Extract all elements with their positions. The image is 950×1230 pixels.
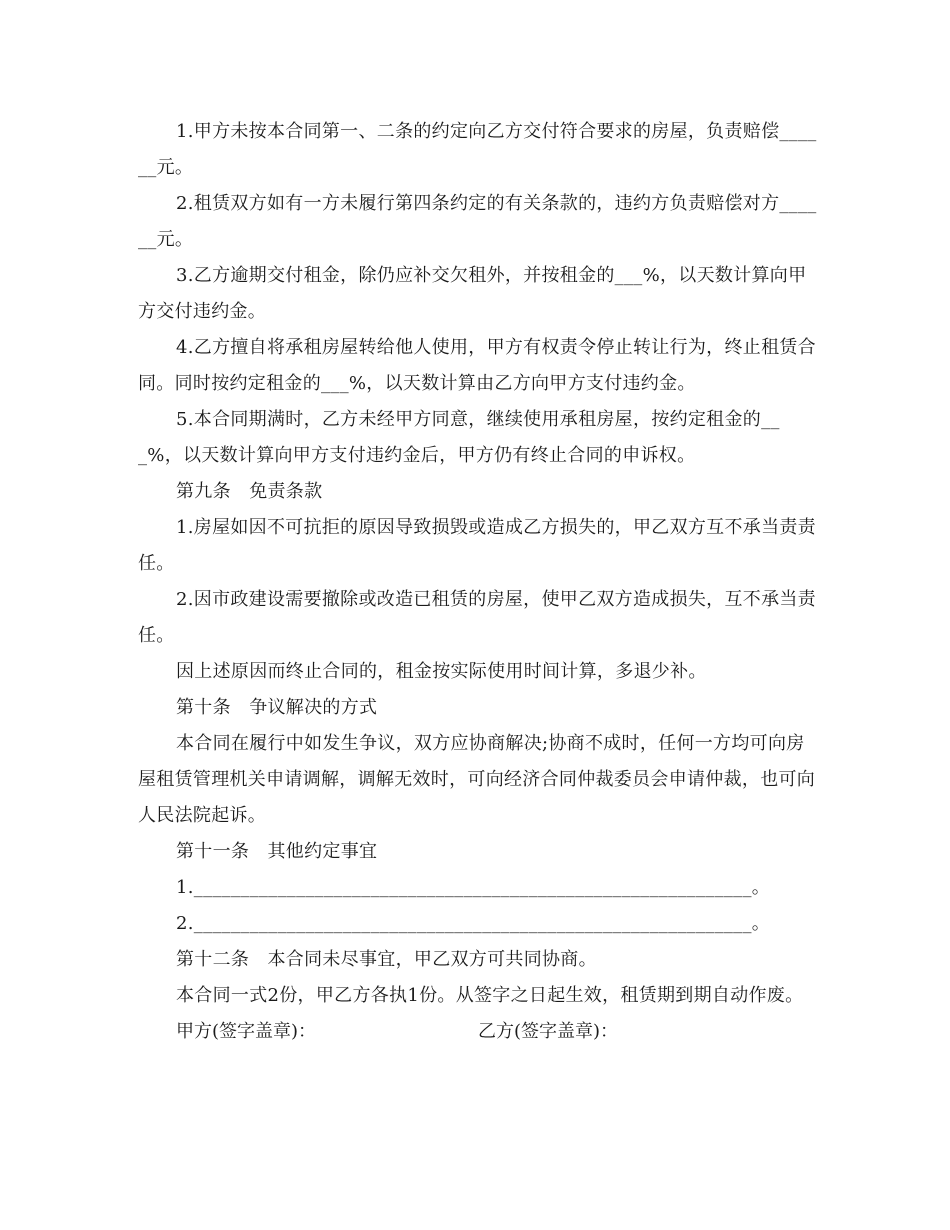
clause-8-item-3: 3.乙方逾期交付租金，除仍应补交欠租外，并按租金的___%，以天数计算向甲方交付违约金。 bbox=[138, 265, 807, 322]
clause-12-heading: 第十二条 本合同未尽事宜，甲乙双方可共同协商。 bbox=[176, 949, 597, 970]
clause-9-item-2: 2.因市政建设需要撤除或改造已租赁的房屋，使甲乙双方造成损失，互不承当责任。 bbox=[138, 589, 816, 646]
clause-11-heading: 第十一条 其他约定事宜 bbox=[176, 841, 378, 862]
clause-8-item-5: 5.本合同期满时，乙方未经甲方同意，继续使用承租房屋，按约定租金的___%，以天数计算向甲方支付违约金后，甲方仍有终止合同的申诉权。 bbox=[138, 409, 780, 466]
party-b-signature-label: 乙方(签字盖章)： bbox=[478, 1021, 619, 1042]
clause-11-item-2: 2.____________________________________________________________。 bbox=[176, 913, 771, 934]
clause-10-body: 本合同在履行中如发生争议，双方应协商解决;协商不成时，任何一方均可向房屋租赁管理机关申请调解，调解无效时，可向经济合同仲裁委员会申请仲裁，也可向人民法院起诉。 bbox=[138, 733, 816, 826]
clause-8-item-4: 4.乙方擅自将承租房屋转给他人使用，甲方有权责令停止转让行为，终止租赁合同。同时按约定租金的___%，以天数计算由乙方向甲方支付违约金。 bbox=[138, 337, 816, 394]
clause-9-heading: 第九条 免责条款 bbox=[176, 481, 323, 502]
document-body bbox=[138, 114, 818, 1050]
clause-11-item-1: 1.____________________________________________________________。 bbox=[176, 877, 771, 898]
copies-and-validity: 本合同一式2份，甲乙方各执1份。从签字之日起生效，租赁期到期自动作废。 bbox=[176, 985, 804, 1006]
clause-10-heading: 第十条 争议解决的方式 bbox=[176, 697, 378, 718]
signature-row bbox=[138, 1014, 818, 1050]
clause-9-item-1: 1.房屋如因不可抗拒的原因导致损毁或造成乙方损失的，甲乙双方互不承当责责任。 bbox=[138, 517, 816, 574]
clause-8-item-2: 2.租赁双方如有一方未履行第四条约定的有关条款的，违约方负责赔偿对方______元。 bbox=[138, 193, 817, 250]
party-a-signature-label: 甲方(签字盖章)： bbox=[176, 1021, 317, 1042]
clause-9-note: 因上述原因而终止合同的，租金按实际使用时间计算，多退少补。 bbox=[176, 661, 707, 682]
clause-8-item-1: 1.甲方未按本合同第一、二条的约定向乙方交付符合要求的房屋，负责赔偿______元。 bbox=[138, 121, 817, 178]
